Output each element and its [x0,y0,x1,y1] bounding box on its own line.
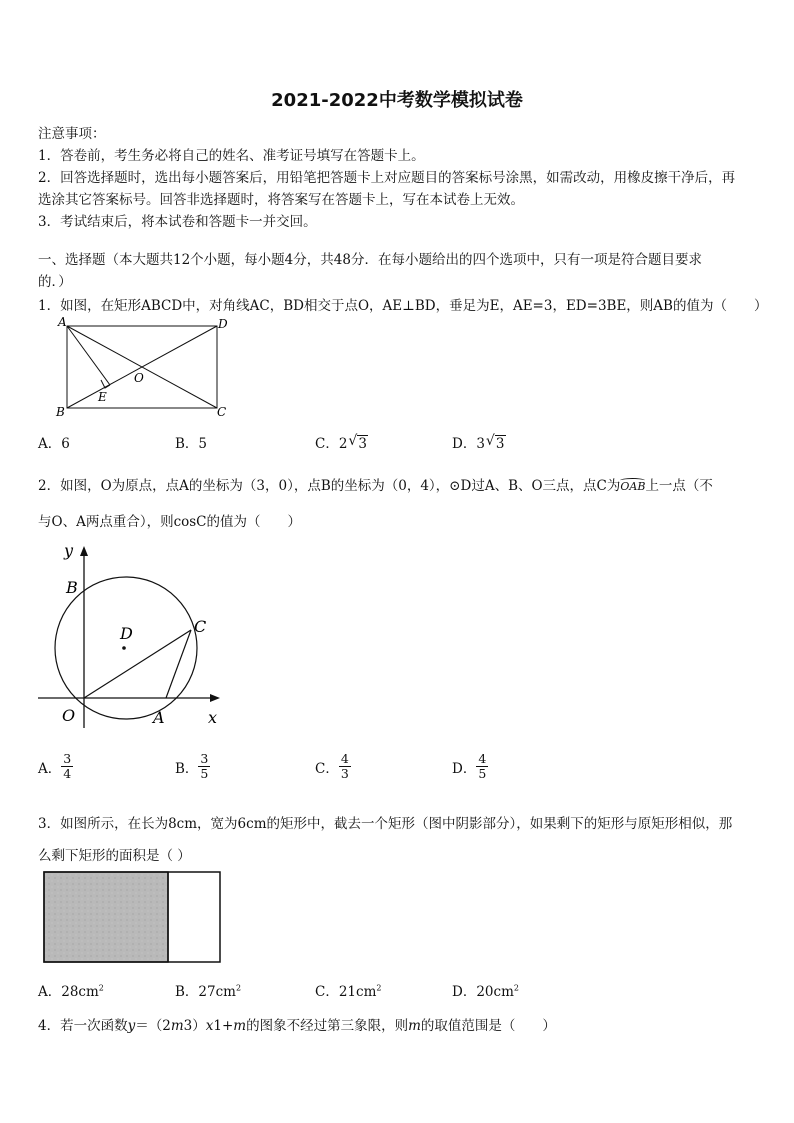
q1-text: 1．如图，在矩形ABCD中，对角线AC，BD相交于点O，AE⊥BD，垂足为E，AE=3，ED=3BE，则AB的值为（ ） [38,298,768,314]
q2-option-b: B． $\frac{3}{5}$ [175,751,209,782]
q2-text-line2: 与O、A两点重合），则cosC的值为（ ） [38,514,302,530]
section-heading: 一、选择题（本大题共12个小题，每小题4分，共48分．在每小题给出的四个选项中，只有一项是符合题目要求 [38,252,702,268]
q2-label-c: C [194,617,207,636]
notice-item-3: 3．考试结束后，将本试卷和答题卡一并交回。 [38,214,317,230]
q2-text-line1: 2．如图，O为原点，点A的坐标为（3，0），点B的坐标为（0，4），⊙D过A、B、O三点，点C为 OAB上一点（不 [38,478,713,494]
q2-option-d: D． $\frac{4}{5}$ [452,751,487,782]
q2-arc-label: OAB [620,480,646,493]
q3-rectangle-figure [42,870,228,968]
q1-label-c: C [217,405,227,419]
q1-option-a: A．6 [38,436,70,452]
q2-label-o: O [62,706,76,725]
q1-rectangle-figure [52,314,237,420]
q2-circle-figure [36,540,236,728]
q2-label-y: y [64,541,74,560]
q2-label-a: A [153,708,165,727]
q2-option-c: C． $\frac{4}{3}$ [315,751,349,782]
q1-option-b: B．5 [175,436,208,452]
notice-item-2: 2．回答选择题时，选出每小题答案后，用铅笔把答题卡上对应题目的答案标号涂黑，如需改动，用橡皮擦干净后，再 [38,170,736,186]
q3-option-b: B．$27cm^2$ [175,983,242,1000]
notice-heading: 注意事项： [38,126,106,142]
page-title: 2021-2022中考数学模拟试卷 [271,90,523,111]
q2-option-a: A． $\frac{3}{4}$ [38,751,72,782]
q2-label-d: D [120,624,133,643]
q3-text-line2: 么剩下矩形的面积是（ ） [38,848,191,864]
q3-shaded-region [44,872,168,962]
q1-label-d: D [218,317,228,331]
section-heading-cont: 的．） [38,274,72,290]
q1-label-a: A [58,315,67,329]
q1-option-c: C．2√ 3 [315,432,368,452]
notice-item-2-cont: 选涂其它答案标号。回答非选择题时，将答案写在答题卡上，写在本试卷上无效。 [38,192,524,208]
q1-label-e: E [98,390,107,404]
q4-text: 4．若一次函数y＝（2m3）x1+m的图象不经过第三象限，则m的取值范围是（ ） [38,1018,556,1034]
q3-option-c: C．$21cm^2$ [315,983,382,1000]
q3-option-d: D．$20cm^2$ [452,983,519,1000]
q1-label-o: O [134,371,144,385]
q2-label-x: x [208,708,218,727]
q2-label-b: B [66,578,78,597]
q3-text-line1: 3．如图所示，在长为8cm，宽为6cm的矩形中，截去一个矩形（图中阴影部分），如果剩下的矩形与原矩形相似，那 [38,816,733,832]
q1-label-b: B [56,405,65,419]
notice-item-1: 1．答卷前，考生务必将自己的姓名、准考证号填写在答题卡上。 [38,148,425,164]
q3-option-a: A．$28cm^2$ [38,983,104,1000]
q1-option-d: D．3√ 3 [452,432,506,452]
